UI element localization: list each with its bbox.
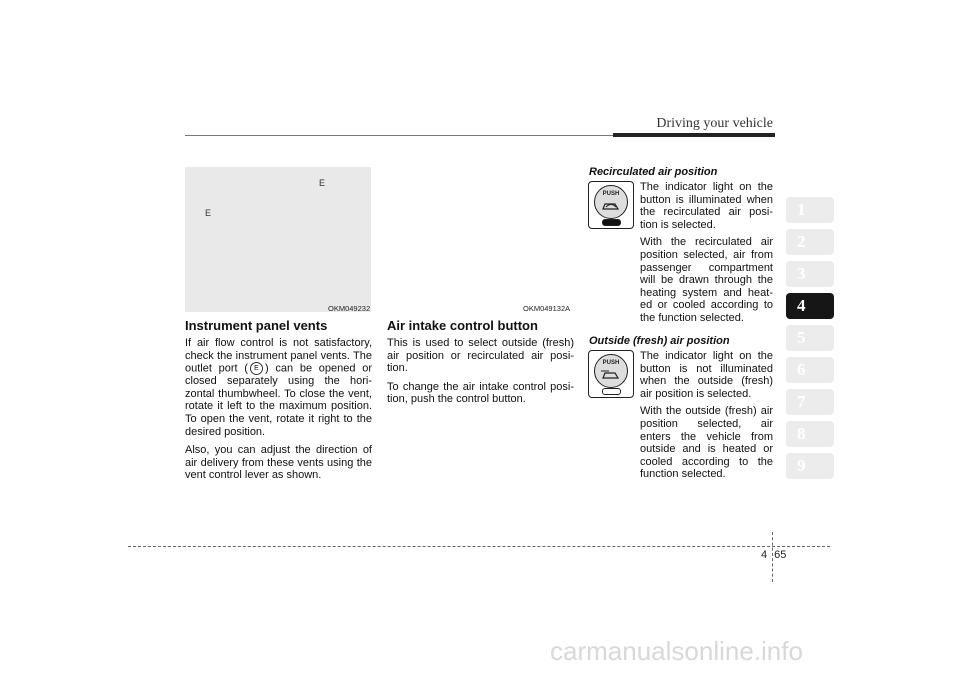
watermark-text: carmanualsonline.info xyxy=(550,636,803,666)
indicator-light-on xyxy=(602,219,621,226)
instrument-vents-text-a: If air flow control is not satisfactory, check the instrument panel vents. The outlet port ( xyxy=(185,337,372,375)
recirculated-text xyxy=(640,181,773,330)
figure-label-top: E xyxy=(319,178,326,188)
chapter-tab-5[interactable]: 5 xyxy=(786,325,834,351)
push-label: PUSH xyxy=(602,360,620,366)
recirculation-car-icon xyxy=(601,199,621,213)
outside-text xyxy=(640,350,773,486)
running-header-title: Driving your vehicle xyxy=(656,116,773,131)
indicator-light-off xyxy=(602,388,621,395)
recirculated-button-illustration xyxy=(588,181,634,229)
page-number-value: 65 xyxy=(774,549,787,561)
instrument-vents-section xyxy=(185,318,372,488)
footer-dashed-rule xyxy=(128,546,830,547)
page-number xyxy=(761,549,786,561)
air-intake-paragraph-1: This is used to select outside (fresh) air position or recirculated air posi-tion. xyxy=(387,337,574,375)
outside-button-illustration xyxy=(588,350,634,398)
chapter-tab-8[interactable]: 8 xyxy=(786,421,834,447)
chapter-tab-4[interactable]: 4 xyxy=(786,293,834,319)
air-intake-heading: Air intake control button xyxy=(387,318,538,333)
instrument-vents-paragraph-1 xyxy=(185,337,372,438)
page-section-number: 4 xyxy=(761,549,768,561)
instrument-vent-figure xyxy=(185,167,371,312)
figure-caption-middle: OKM049132A xyxy=(523,304,571,313)
outside-heading: Outside (fresh) air position xyxy=(589,335,730,347)
chapter-tab-6[interactable]: 6 xyxy=(786,357,834,383)
chapter-tab-1[interactable]: 1 xyxy=(786,197,834,223)
instrument-vents-text-b: ) can be opened or closed separately using the hori-zontal thumbwheel. To close the vent, rotate it left to the maximum position. To open the vent, rotate it right to the desired position. xyxy=(185,362,372,438)
figure-caption-left: OKM049232 xyxy=(328,304,371,313)
fresh-air-car-icon xyxy=(601,368,621,382)
header-rule-thick xyxy=(613,133,775,137)
header-rule-thin xyxy=(185,135,615,136)
figure-label-left: E xyxy=(205,208,212,218)
chapter-tab-2[interactable]: 2 xyxy=(786,229,834,255)
instrument-vents-paragraph-2: Also, you can adjust the direction of air delivery from these vents using the vent control lever as shown. xyxy=(185,444,372,482)
recirculated-heading: Recirculated air position xyxy=(589,166,718,178)
push-label: PUSH xyxy=(602,191,620,197)
push-button-circle xyxy=(594,354,628,388)
outside-paragraph-1: The indicator light on the button is not illuminated when the outside (fresh) air position is selected. xyxy=(640,350,773,400)
chapter-tab-9[interactable]: 9 xyxy=(786,453,834,479)
recirculated-paragraph-1: The indicator light on the button is illuminated when the recirculated air posi-tion is selected. xyxy=(640,181,773,231)
recirculated-paragraph-2: With the recirculated air position selected, air from passenger compartment will be drawn through the heating system and heat-ed or cooled according to the function selected. xyxy=(640,236,773,324)
chapter-tabs xyxy=(786,197,834,485)
push-button-circle xyxy=(594,185,628,219)
chapter-tab-7[interactable]: 7 xyxy=(786,389,834,415)
outside-paragraph-2: With the outside (fresh) air position selected, air enters the vehicle from outside and is heated or cooled according to the function selected. xyxy=(640,405,773,481)
outlet-marker: E xyxy=(250,362,263,375)
air-intake-paragraph-2: To change the air intake control posi-tion, push the control button. xyxy=(387,380,574,406)
chapter-tab-3[interactable]: 3 xyxy=(786,261,834,287)
air-intake-section xyxy=(387,318,574,412)
instrument-vents-heading: Instrument panel vents xyxy=(185,318,328,333)
